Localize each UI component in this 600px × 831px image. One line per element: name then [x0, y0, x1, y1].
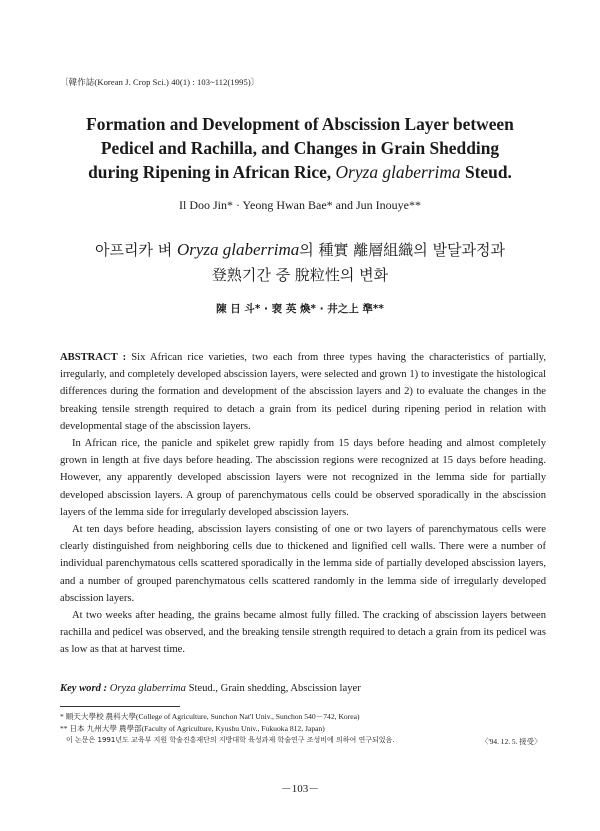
title-line-2: Pedicel and Rachilla, and Changes in Grain Shedding — [100, 138, 500, 158]
keywords-label: Key word : — [60, 683, 110, 694]
abstract-paragraph-2: In African rice, the panicle and spikelet grew rapidly from 15 days before heading and almost completely grown in length at five days before heading. The abscission regions were recognized at 15 days before heading. However, any apparently developed abscission layers were not recognized in the lemma side for partially developed abscission layers. A group of parenchymatous cells could be observed sporadically in the abscission layers of the lemma side for irregularly developed abscission layers. — [60, 438, 546, 518]
author-list: Il Doo Jin* · Yeong Hwan Bae* and Jun Inouye** — [179, 198, 421, 212]
keywords-rest: Steud., Grain shedding, Abscission layer — [185, 683, 361, 694]
korean-title-prefix: 아프리카 벼 — [94, 241, 177, 259]
page-number: －103－ — [280, 783, 320, 795]
korean-author-list: 陳 日 斗* · 裵 英 煥* · 井之上 準** — [216, 303, 384, 315]
abstract — [60, 349, 546, 659]
title-line-1: Formation and Development of Abscission Layer between — [86, 114, 514, 134]
footnote-funding: 이 논문은 1991년도 교육부 지원 학술진흥재단의 지방대학 육성과제 학술연구 조성비에 의하여 연구되었음. — [66, 736, 395, 744]
korean-title-suffix: 의 種實 離層組織의 발달과정과 — [299, 241, 506, 259]
keywords — [60, 683, 361, 694]
korean-title-line-1 — [20, 237, 580, 263]
korean-title-species: Oryza glaberrima — [176, 240, 300, 259]
korean-title-line-2: 登熟기간 중 脫粒性의 변화 — [211, 266, 389, 284]
title-line-3-text: during Ripening in African Rice, — [88, 162, 336, 182]
footnote-affiliation-1: * 順天大學校 農科大學(College of Agriculture, Sunchon Nat'l Univ., Sunchon 540－742, Korea) — [60, 712, 360, 721]
footnote-divider — [60, 706, 180, 707]
received-date: 〈'94. 12. 5. 接受〉 — [481, 737, 542, 746]
journal-reference: 〔韓作誌(Korean J. Crop Sci.) 40(1) : 103~112(1995)〕 — [60, 77, 260, 87]
paper-title — [30, 112, 570, 184]
keywords-species: Oryza glaberrima — [109, 683, 186, 694]
title-line-3 — [30, 160, 570, 184]
title-line-3-end: Steud. — [460, 162, 512, 182]
footnote-affiliation-2: ** 日本 九州大學 農學部(Faculty of Agriculture, Kyushu Univ., Fukuoka 812, Japan) — [60, 724, 325, 733]
abstract-paragraph-1 — [60, 349, 546, 435]
abstract-paragraph-1-text: Six African rice varieties, two each from three types having the characteristics of partially, irregularly, and completely developed abscission layers, were selected and grown 1) to investigate the histological differences during the formation and development of the abscission layers and 2) to evaluate the changes in the breaking tensile strength required to detach a grain from its pedicel during ripening period in relation with developmental stage of the abscission layers. — [60, 352, 546, 432]
korean-title — [20, 237, 580, 288]
abstract-paragraph-3: At ten days before heading, abscission layers consisting of one or two layers of parenchymatous cells were clearly distinguished from neighboring cells due to thickened and lignified cell walls. There were a number of individual parenchymatous cells scattered sporadically in the lemma side of partially developed abscission layers, and a number of grouped parenchymatous cells scattered randomly in the lemma side of irregularly developed abscission layers. — [60, 524, 546, 604]
abstract-label: ABSTRACT : — [60, 352, 132, 363]
abstract-paragraph-4: At two weeks after heading, the grains became almost fully filled. The cracking of abscission layers between rachilla and pedicel was observed, and the breaking tensile strength required to detach a grain from its pedicel was as low as that at harvest time. — [60, 610, 546, 656]
title-species-name: Oryza glaberrima — [335, 162, 461, 182]
